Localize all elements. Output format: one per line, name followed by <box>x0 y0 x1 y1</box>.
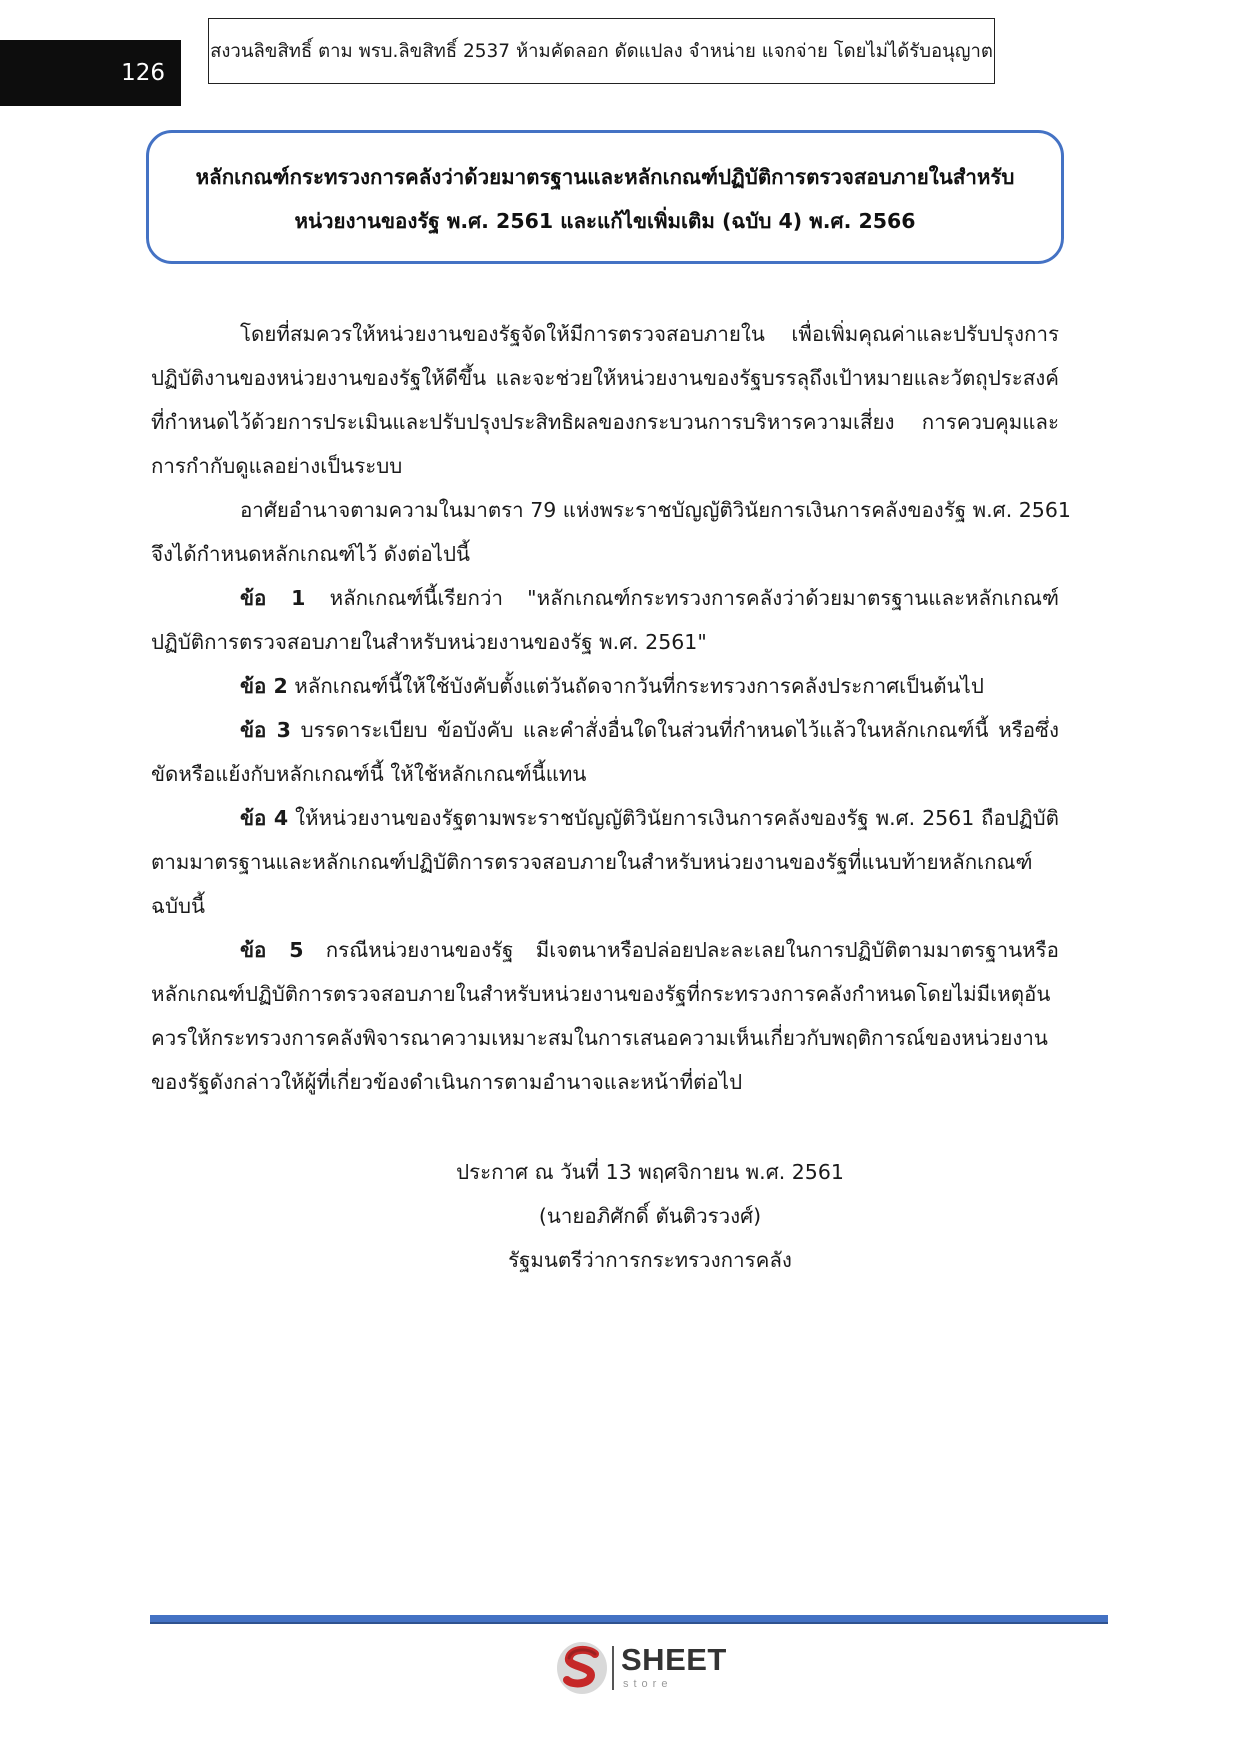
authority-line: จึงได้กำหนดหลักเกณฑ์ไว้ ดังต่อไปนี้ <box>151 542 470 566</box>
clause-text: กรณีหน่วยงานของรัฐ มีเจตนาหรือปล่อยปละละเลยในการปฏิบัติตามมาตรฐานหรือ <box>325 938 1059 962</box>
clause-line: ปฏิบัติการตรวจสอบภายในสำหรับหน่วยงานของรัฐ พ.ศ. 2561" <box>151 630 707 654</box>
clause-line: ตามมาตรฐานและหลักเกณฑ์ปฏิบัติการตรวจสอบภายในสำหรับหน่วยงานของรัฐที่แนบท้ายหลักเกณฑ์ <box>151 850 1033 874</box>
logo-divider <box>612 1646 614 1690</box>
title-line-2: หน่วยงานของรัฐ พ.ศ. 2561 และแก้ไขเพิ่มเติม (ฉบับ 4) พ.ศ. 2566 <box>294 209 916 233</box>
announcement-date: ประกาศ ณ วันที่ 13 พฤศจิกายน พ.ศ. 2561 <box>456 1160 844 1184</box>
clause-label: ข้อ 4 <box>240 806 289 830</box>
clause-line: ขัดหรือแย้งกับหลักเกณฑ์นี้ ให้ใช้หลักเกณฑ์นี้แทน <box>151 762 587 786</box>
sheet-store-logo <box>555 1640 725 1696</box>
title-line-1: หลักเกณฑ์กระทรวงการคลังว่าด้วยมาตรฐานและหลักเกณฑ์ปฏิบัติการตรวจสอบภายในสำหรับ <box>195 165 1015 189</box>
clause-line: หลักเกณฑ์ปฏิบัติการตรวจสอบภายในสำหรับหน่วยงานของรัฐที่กระทรวงการคลังกำหนดโดยไม่มีเหตุอัน <box>151 982 1051 1006</box>
clause-text: ให้หน่วยงานของรัฐตามพระราชบัญญัติวินัยการเงินการคลังของรัฐ พ.ศ. 2561 ถือปฏิบัติ <box>295 806 1059 830</box>
clause-1 <box>240 576 1059 620</box>
preamble-line: ปฏิบัติงานของหน่วยงานของรัฐให้ดีขึ้น และจะช่วยให้หน่วยงานของรัฐบรรลุถึงเป้าหมายและวัตถุประสงค์ <box>151 366 1059 390</box>
authority-line: อาศัยอำนาจตามความในมาตรา 79 แห่งพระราชบัญญัติวินัยการเงินการคลังของรัฐ พ.ศ. 2561 <box>240 498 1071 522</box>
document-title-box <box>146 130 1064 264</box>
copyright-notice <box>208 18 995 84</box>
clause-line: ของรัฐดังกล่าวให้ผู้ที่เกี่ยวข้องดำเนินการตามอำนาจและหน้าที่ต่อไป <box>151 1070 743 1094</box>
signatory-name: (นายอภิศักดิ์ ตันติวรวงศ์) <box>538 1204 762 1228</box>
clause-label: ข้อ 2 <box>240 674 288 698</box>
signatory-position: รัฐมนตรีว่าการกระทรวงการคลัง <box>508 1248 792 1272</box>
clause-4 <box>240 796 1059 840</box>
clause-label: ข้อ 5 <box>240 938 304 962</box>
sheet-store-s-icon <box>555 1640 609 1696</box>
preamble-line: ที่กำหนดไว้ด้วยการประเมินและปรับปรุงประสิทธิผลของกระบวนการบริหารความเสี่ยง การควบคุมและ <box>151 410 1059 434</box>
clause-2 <box>240 664 984 708</box>
copyright-text: สงวนลิขสิทธิ์ ตาม พรบ.ลิขสิทธิ์ 2537 ห้ามคัดลอก ดัดแปลง จำหน่าย แจกจ่าย โดยไม่ได้รับอนุญาต <box>210 40 993 62</box>
clause-5 <box>240 928 1059 972</box>
clause-text: บรรดาระเบียบ ข้อบังคับ และคำสั่งอื่นใดในส่วนที่กำหนดไว้แล้วในหลักเกณฑ์นี้ หรือซึ่ง <box>300 718 1059 742</box>
page-number: 126 <box>0 40 181 106</box>
preamble-line: การกำกับดูแลอย่างเป็นระบบ <box>151 454 403 478</box>
clause-label: ข้อ 3 <box>240 718 291 742</box>
clause-text: หลักเกณฑ์นี้ให้ใช้บังคับตั้งแต่วันถัดจากวันที่กระทรวงการคลังประกาศเป็นต้นไป <box>294 674 984 698</box>
footer-rule <box>150 1615 1108 1624</box>
clause-label: ข้อ 1 <box>240 586 306 610</box>
preamble-line: โดยที่สมควรให้หน่วยงานของรัฐจัดให้มีการตรวจสอบภายใน เพื่อเพิ่มคุณค่าและปรับปรุงการ <box>240 322 1059 346</box>
clause-3 <box>240 708 1059 752</box>
logo-text: SHEET <box>621 1642 727 1677</box>
clause-line: ฉบับนี้ <box>151 894 206 918</box>
clause-line: ควรให้กระทรวงการคลังพิจารณาความเหมาะสมในการเสนอความเห็นเกี่ยวกับพฤติการณ์ของหน่วยงาน <box>151 1026 1048 1050</box>
logo-subtext: store <box>623 1678 673 1690</box>
clause-text: หลักเกณฑ์นี้เรียกว่า "หลักเกณฑ์กระทรวงการคลังว่าด้วยมาตรฐานและหลักเกณฑ์ <box>329 586 1059 610</box>
